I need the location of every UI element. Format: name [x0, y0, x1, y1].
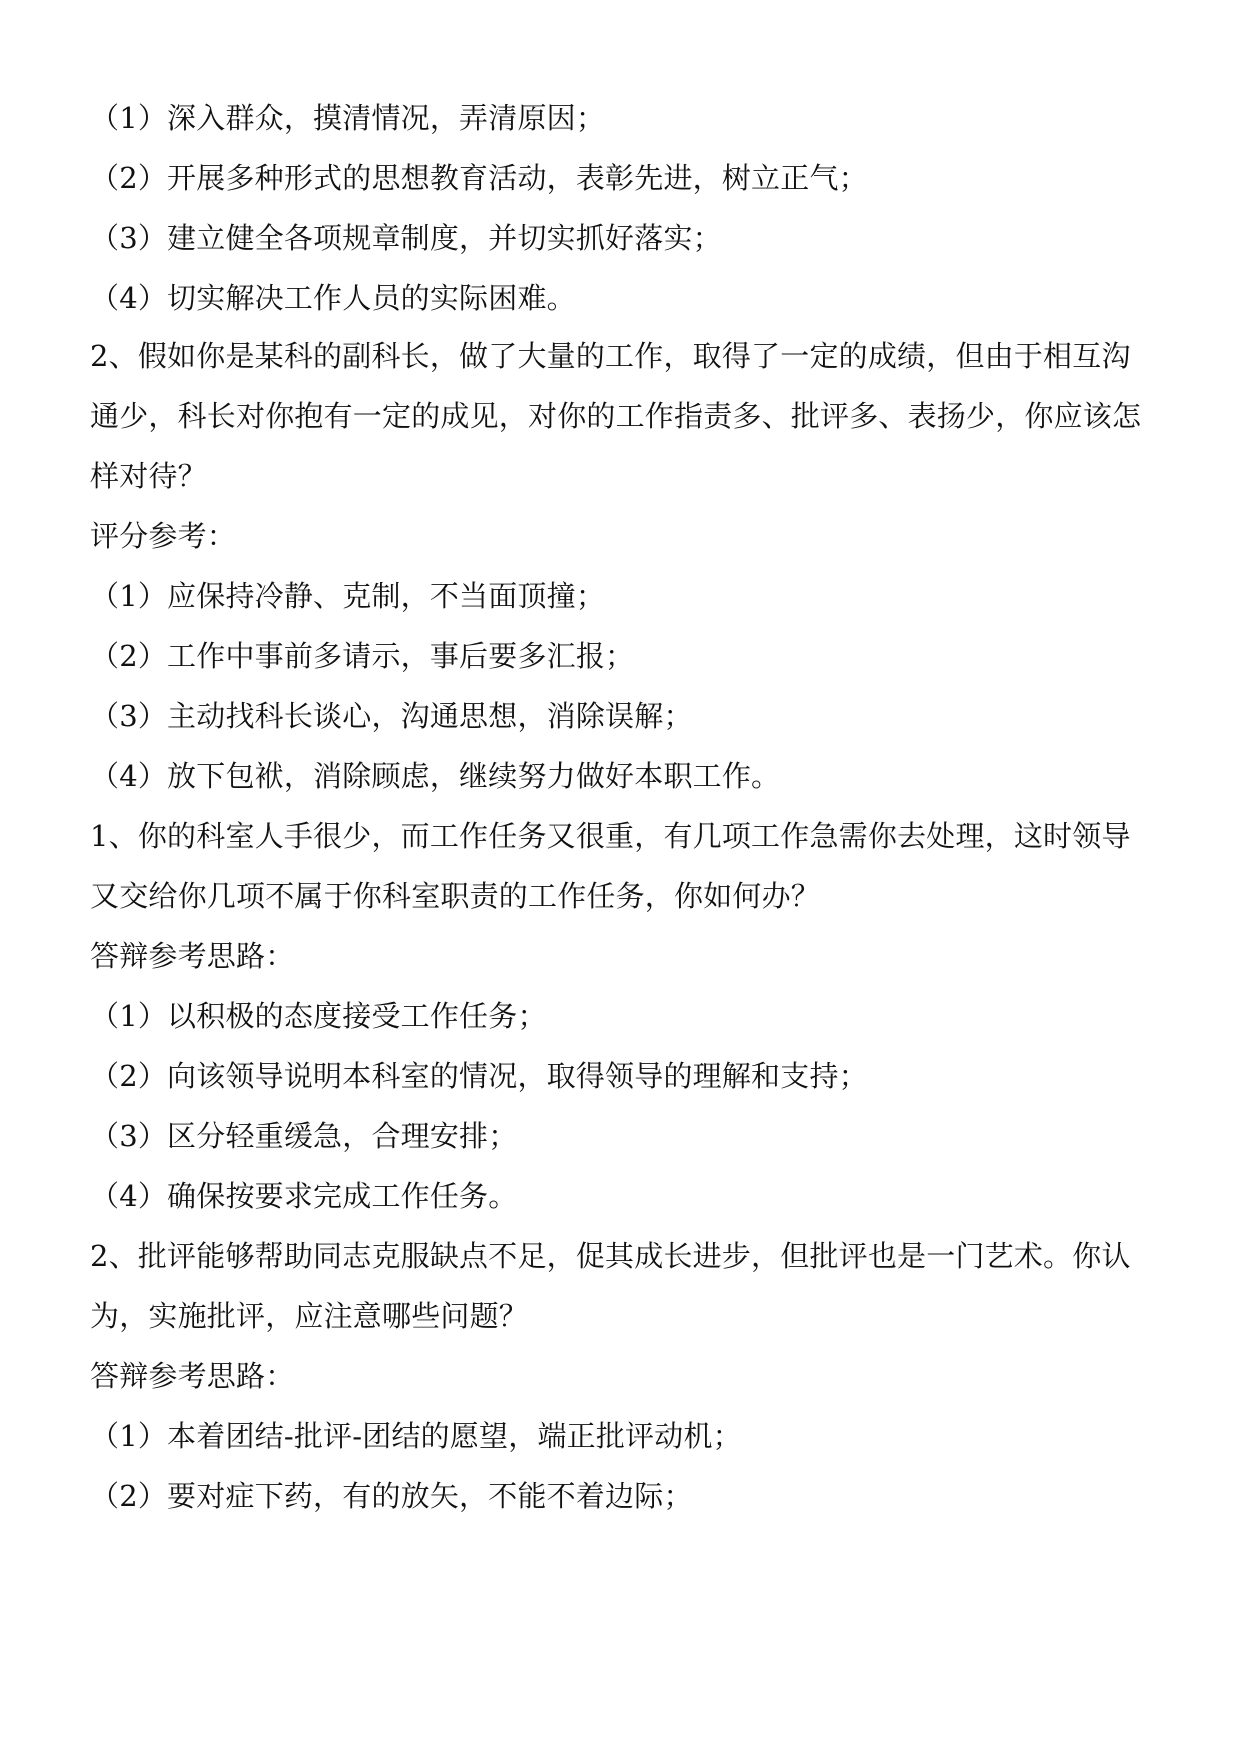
- text-line: 答辩参考思路：: [90, 939, 295, 973]
- text-line: 通少，科长对你抱有一定的成见，对你的工作指责多、批评多、表扬少，你应该怎: [90, 399, 1142, 433]
- text-line: 又交给你几项不属于你科室职责的工作任务，你如何办？: [90, 879, 821, 913]
- text-line: （1）应保持冷静、克制，不当面顶撞；: [90, 579, 606, 613]
- text-line: （4）确保按要求完成工作任务。: [90, 1179, 518, 1213]
- text-line: 为，实施批评，应注意哪些问题？: [90, 1299, 529, 1333]
- text-line: 2、假如你是某科的副科长，做了大量的工作，取得了一定的成绩，但由于相互沟: [90, 339, 1131, 373]
- text-line: （2）要对症下药，有的放矢，不能不着边际；: [90, 1479, 693, 1513]
- text-line: （4）放下包袱，消除顾虑，继续努力做好本职工作。: [90, 759, 781, 793]
- text-line: （4）切实解决工作人员的实际困难。: [90, 281, 576, 315]
- text-line: （1）本着团结-批评-团结的愿望，端正批评动机；: [90, 1419, 742, 1453]
- text-line: （2）开展多种形式的思想教育活动，表彰先进，树立正气；: [90, 161, 868, 195]
- text-line: 答辩参考思路：: [90, 1359, 295, 1393]
- text-line: （1）深入群众，摸清情况，弄清原因；: [90, 101, 606, 135]
- text-line: 2、批评能够帮助同志克服缺点不足，促其成长进步，但批评也是一门艺术。你认: [90, 1239, 1131, 1273]
- text-line: （1）以积极的态度接受工作任务；: [90, 999, 547, 1033]
- text-line: （2）工作中事前多请示，事后要多汇报；: [90, 639, 635, 673]
- text-line: （3）区分轻重缓急，合理安排；: [90, 1119, 518, 1153]
- text-line: 样对待？: [90, 459, 207, 493]
- text-line: （3）建立健全各项规章制度，并切实抓好落实；: [90, 221, 722, 255]
- text-line: 1、你的科室人手很少，而工作任务又很重，有几项工作急需你去处理，这时领导: [90, 819, 1131, 853]
- text-line: （3）主动找科长谈心，沟通思想，消除误解；: [90, 699, 693, 733]
- text-line: 评分参考：: [90, 519, 237, 553]
- text-line: （2）向该领导说明本科室的情况，取得领导的理解和支持；: [90, 1059, 868, 1093]
